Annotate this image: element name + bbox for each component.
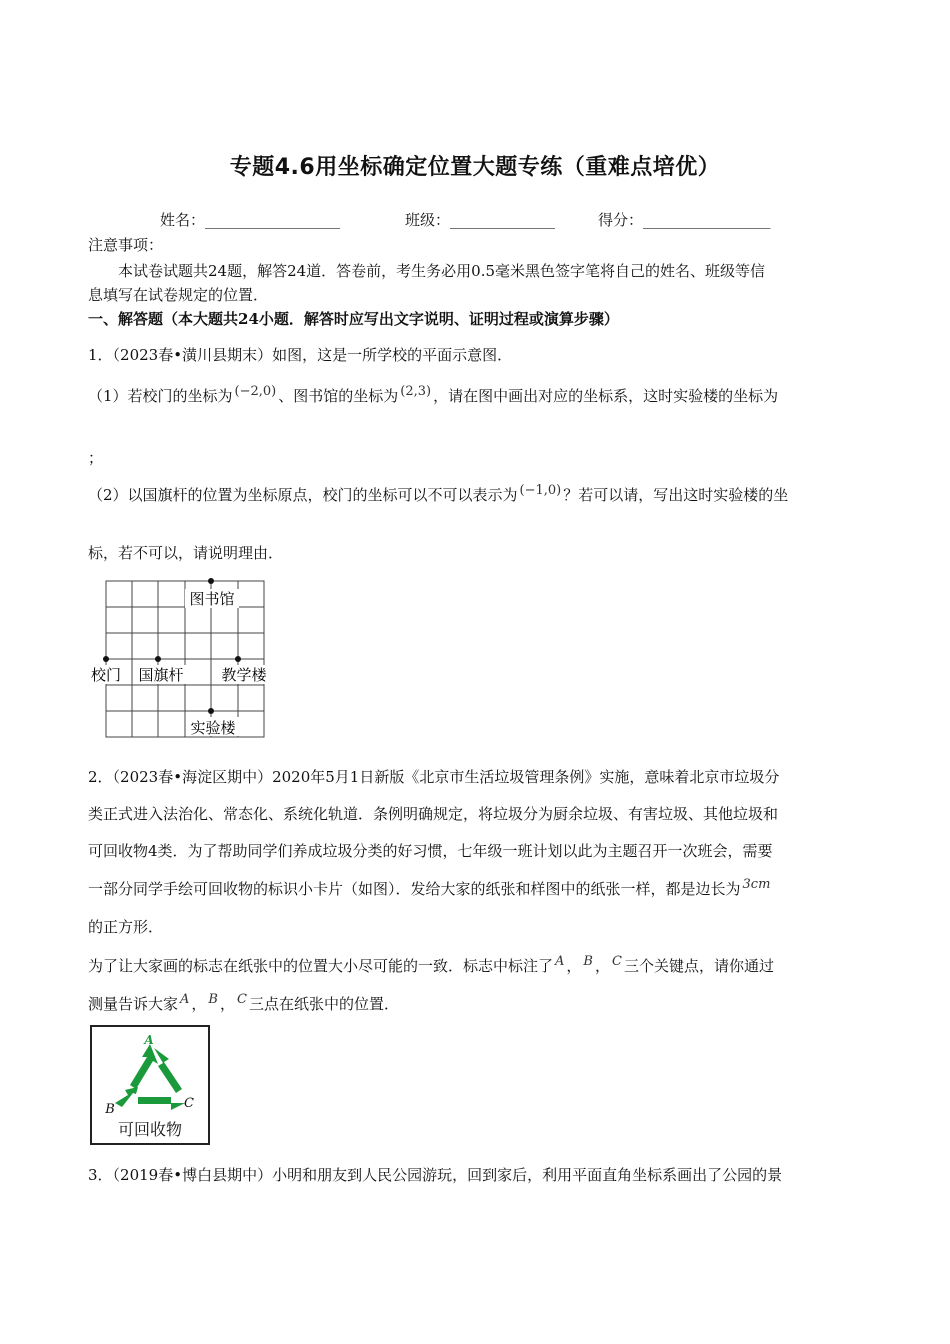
q1-answer-end: ； xyxy=(88,449,104,467)
q2-line-3: 可回收物4类．为了帮助同学们养成垃圾分类的好习惯，七年级一班计划以此为主题召开一次班会，需要 xyxy=(88,842,773,860)
q1-part2-cont: 标，若不可以，请说明理由． xyxy=(88,544,284,562)
school-map-figure xyxy=(86,576,276,741)
q2-line-4 xyxy=(88,878,772,902)
section-heading: 一、解答题（本大题共24小题．解答时应写出文字说明、证明过程或演算步骤） xyxy=(88,310,619,328)
class-label: 班级： xyxy=(405,211,451,229)
q2-comma-3: ， xyxy=(191,995,207,1013)
q2-comma-1: ， xyxy=(566,957,582,975)
q2-line-6-text-b: 三个关键点，请你通过 xyxy=(623,957,774,975)
q1-part1-text-a: （1）若校门的坐标为 xyxy=(88,387,233,405)
q1-part1-text-b: 、图书馆的坐标为 xyxy=(278,387,399,405)
q1-gate-coord-2: (−1,0) xyxy=(519,483,562,498)
card-label-a: A xyxy=(144,1033,154,1047)
q2-point-c: C xyxy=(612,954,622,969)
name-blank: __________________ xyxy=(205,211,341,229)
recycle-card xyxy=(90,1025,210,1145)
q2-point-b: B xyxy=(583,954,593,969)
flagpole-label: 国旗杆 xyxy=(138,666,184,684)
gate-point xyxy=(103,656,109,662)
q2-point-c-2: C xyxy=(237,992,247,1007)
q2-line-7 xyxy=(88,993,399,1017)
q2-line-7-text-b: 三点在纸张中的位置． xyxy=(248,995,399,1013)
teaching-building-point xyxy=(235,656,241,662)
q2-line-6 xyxy=(88,955,774,979)
q2-comma-4: ， xyxy=(219,995,235,1013)
flagpole-point xyxy=(155,656,161,662)
score-blank: _________________ xyxy=(643,211,771,229)
q1-part2-text-a: （2）以国旗杆的位置为坐标原点，校门的坐标可以不可以表示为 xyxy=(88,486,518,504)
q2-line-5: 的正方形． xyxy=(88,918,164,936)
q3-line-1: 3．（2019春•博白县期中）小明和朋友到人民公园游玩，回到家后，利用平面直角坐标系画出了公园的景 xyxy=(88,1166,783,1184)
q1-part2-text-b: ？若可以请，写出这时实验楼的坐 xyxy=(563,486,789,504)
notice-line-1: 本试卷试题共24题，解答24道．答卷前，考生务必用0.5毫米黑色签字笔将自己的姓名、班级等信 xyxy=(118,262,766,280)
page-title: 专题4.6用坐标确定位置大题专练（重难点培优） xyxy=(229,155,721,180)
recycle-arrows xyxy=(115,1044,185,1110)
q2-line-4-text: 一部分同学手绘可回收物的标识小卡片（如图）．发给大家的纸张和样图中的纸张一样，都是边长为 xyxy=(88,880,741,898)
lab-building-label: 实验楼 xyxy=(190,719,236,737)
q1-part2 xyxy=(88,484,788,508)
teaching-building-label: 教学楼 xyxy=(221,666,267,684)
name-field xyxy=(160,209,340,231)
q1-library-coord: (2,3) xyxy=(400,384,432,399)
score-label: 得分： xyxy=(598,211,644,229)
gate-label: 校门 xyxy=(90,666,122,684)
q2-line-2: 类正式进入法治化、常态化、系统化轨道．条例明确规定，将垃圾分为厨余垃圾、有害垃圾、其他垃圾和 xyxy=(88,805,779,823)
q1-stem: 1．（2023春•潢川县期末）如图，这是一所学校的平面示意图． xyxy=(88,346,513,364)
score-field xyxy=(598,209,771,231)
class-field xyxy=(405,209,555,231)
library-point xyxy=(208,578,214,584)
q2-point-a: A xyxy=(555,954,565,969)
name-label: 姓名： xyxy=(160,211,206,229)
q2-point-b-2: B xyxy=(208,992,218,1007)
q2-line-1: 2．（2023春•海淀区期中）2020年5月1日新版《北京市生活垃圾管理条例》实施，意味着北京市垃圾分 xyxy=(88,768,780,786)
q2-line-7-text-a: 测量告诉大家 xyxy=(88,995,179,1013)
card-label-c: C xyxy=(184,1096,194,1111)
card-caption: 可回收物 xyxy=(117,1120,183,1139)
notice-heading: 注意事项： xyxy=(88,236,164,254)
q1-part1-text-c: ，请在图中画出对应的坐标系，这时实验楼的坐标为 xyxy=(433,387,779,405)
class-blank: ______________ xyxy=(450,211,556,229)
q2-side-length: 3cm xyxy=(742,877,771,892)
recycle-symbol xyxy=(92,1027,208,1143)
q1-part1 xyxy=(88,385,778,409)
q1-gate-coord: (−2,0) xyxy=(234,384,277,399)
lab-building-point xyxy=(208,708,214,714)
q2-line-6-text-a: 为了让大家画的标志在纸张中的位置大小尽可能的一致．标志中标注了 xyxy=(88,957,554,975)
library-label: 图书馆 xyxy=(189,590,235,608)
notice-line-2: 息填写在试卷规定的位置． xyxy=(88,286,269,304)
q2-comma-2: ， xyxy=(594,957,610,975)
card-label-b: B xyxy=(105,1102,115,1117)
q2-point-a-2: A xyxy=(180,992,190,1007)
